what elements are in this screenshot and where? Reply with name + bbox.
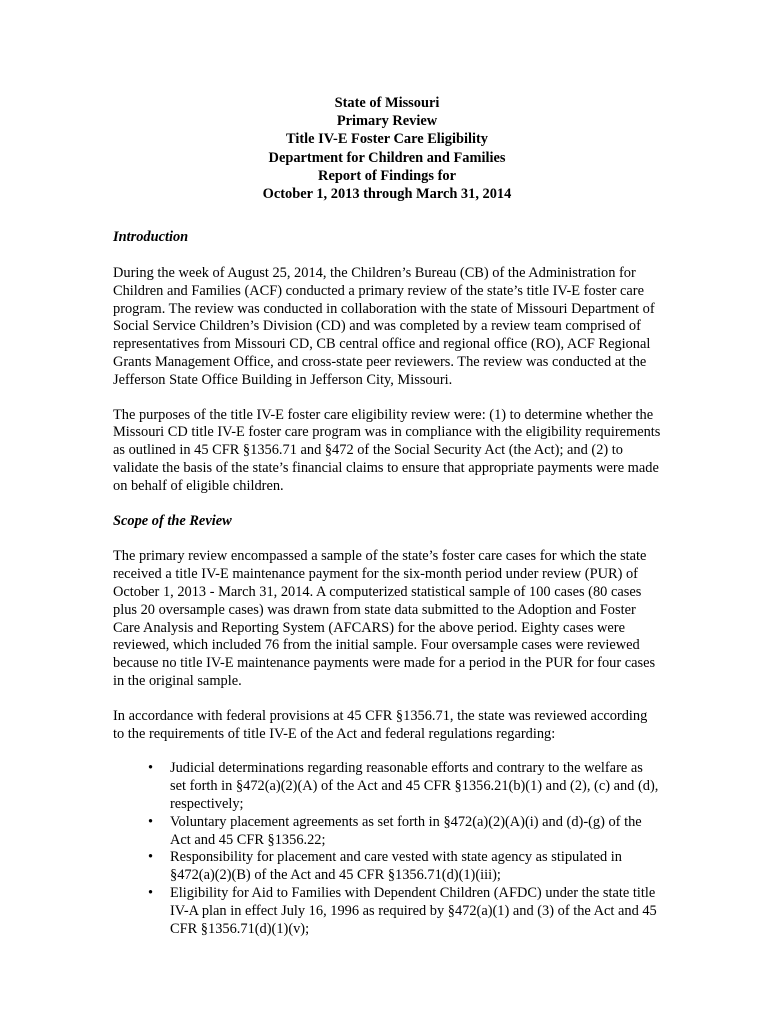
bullet-icon: • xyxy=(148,813,154,830)
introduction-paragraph-1: During the week of August 25, 2014, the Children’s Bureau (CB) of the Administration for Children and Families (ACF) conducted a primary review of the state’s title IV-E foster care program. The review was conducted in collaboration with the state of Missouri Department of Social Service Children’s Division (CD) and was completed by a review team comprised of representatives from Missouri CD, CB central office and regional office (RO), ACF Regional Grants Management Office, and cross-state peer reviewers. The review was conducted at the Jefferson State Office Building in Jefferson City, Missouri. xyxy=(113,265,655,388)
title-line-state: State of Missouri xyxy=(334,95,440,111)
bullet-icon: • xyxy=(148,849,154,866)
title-line-department: Department for Children and Families xyxy=(268,149,506,166)
title-line-program: Title IV-E Foster Care Eligibility xyxy=(286,131,488,148)
list-item-text: Eligibility for Aid to Families with Dependent Children (AFDC) under the state title IV-A plan in effect July 16, 1996 as required by §472(a)(1) and (3) of the Act and 45 CFR §1356.71(d)(1)(v); xyxy=(170,884,657,937)
list-item xyxy=(148,849,661,885)
list-item-text: Judicial determinations regarding reasonable efforts and contrary to the welfare as set forth in §472(a)(2)(A) of the Act and 45 CFR §1356.21(b)(1) and (2), (c) and (d), respectively; xyxy=(170,760,659,812)
introduction-paragraph-2: The purposes of the title IV-E foster care eligibility review were: (1) to determine whether the Missouri CD title IV-E foster care program was in compliance with the eligibility requirements as outlined in 45 CFR §1356.71 and §472 of the Social Security Act (the Act); and (2) to validate the basis of the state’s financial claims to ensure that appropriate payments were made on behalf of eligible children. xyxy=(113,406,661,494)
title-line-period: October 1, 2013 through March 31, 2014 xyxy=(262,186,512,203)
list-item xyxy=(148,814,661,850)
bullet-icon: • xyxy=(148,760,154,777)
requirements-list xyxy=(113,760,661,938)
scope-heading: Scope of the Review xyxy=(113,512,232,529)
title-line-report: Report of Findings for xyxy=(318,167,456,184)
document-page xyxy=(113,94,661,938)
list-item-text: Voluntary placement agreements as set forth in §472(a)(2)(A)(i) and (d)-(g) of the Act and 45 CFR §1356.22; xyxy=(170,813,642,848)
list-item xyxy=(148,760,661,813)
introduction-heading: Introduction xyxy=(113,229,189,246)
title-line-review-type: Primary Review xyxy=(336,113,438,130)
scope-paragraph-2: In accordance with federal provisions at 45 CFR §1356.71, the state was reviewed according to the requirements of title IV-E of the Act and federal regulations regarding: xyxy=(113,707,648,742)
report-title-block xyxy=(113,94,661,203)
list-item-text: Responsibility for placement and care vested with state agency as stipulated in §472(a)(2)(B) of the Act and 45 CFR §1356.71(d)(1)(iii); xyxy=(170,849,622,884)
list-item xyxy=(148,885,661,938)
scope-paragraph-1: The primary review encompassed a sample of the state’s foster care cases for which the state received a title IV-E maintenance payment for the six-month period under review (PUR) of October 1, 2013 - March 31, 2014. A computerized statistical sample of 100 cases (80 cases plus 20 oversample cases) was drawn from state data submitted to the Adoption and Foster Care Analysis and Reporting System (AFCARS) for the above period. Eighty cases were reviewed, which included 76 from the initial sample. Four oversample cases were reviewed because no title IV-E maintenance payments were made for a period in the PUR for four cases in the original sample. xyxy=(113,548,656,689)
bullet-icon: • xyxy=(148,884,154,901)
